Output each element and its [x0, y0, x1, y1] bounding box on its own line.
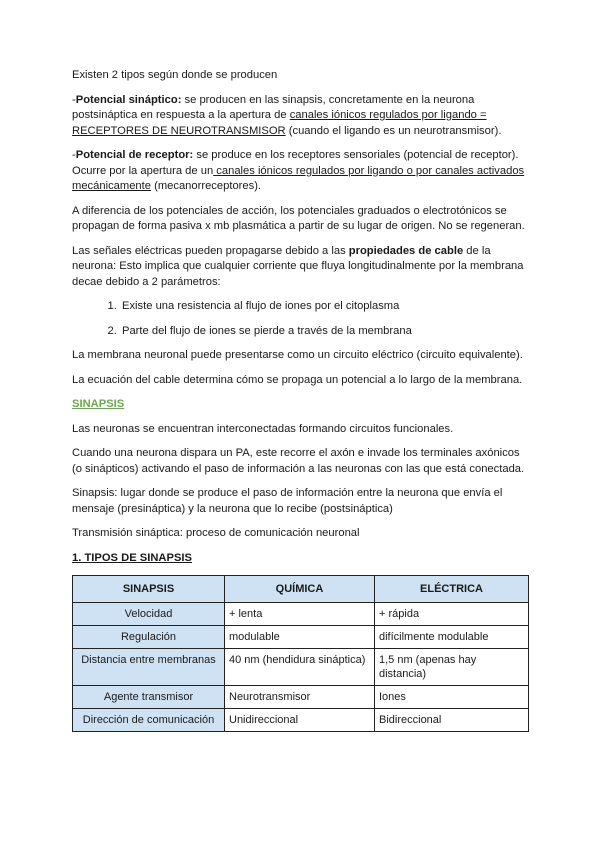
header-electrica: ELÉCTRICA [375, 576, 529, 603]
table-row [73, 686, 529, 709]
list-item: 1. Existe una resistencia al flujo de iones por el citoplasma [120, 299, 528, 315]
circuito-paragraph: La membrana neuronal puede presentarse como un circuito eléctrico (circuito equivalente). [72, 349, 523, 361]
cell-electrica: Bidireccional [375, 709, 529, 732]
row-label: Velocidad [73, 603, 225, 626]
ecuacion-paragraph: La ecuación del cable determina cómo se propaga un potencial a lo largo de la membrana. [72, 373, 523, 386]
potencial-receptor-underlined: canales iónicos regulados por ligando o por canales activados mecánicamente [72, 164, 525, 192]
row-label: Dirección de comunicación [73, 709, 225, 732]
sinapsis-definition: Sinapsis: lugar donde se produce el paso de información entre la neurona que envía el mensaje (presináptica) y la neurona que lo recibe (postsináptica) [72, 487, 503, 515]
potencial-receptor-term: Potencial de receptor: [75, 149, 194, 161]
row-label: Distancia entre membranas [73, 649, 225, 686]
table-header-row [73, 576, 529, 603]
diferencia-paragraph: A diferencia de los potenciales de acción, los potenciales graduados o electrotónicos se propagan de forma pasiva x mb plasmática a partir de su lugar de origen. No se regeneran. [72, 204, 525, 232]
potencial-receptor-text-1: se produce en los receptores sensoriales (potencial de receptor). Ocurre por la apertura de un [72, 149, 519, 177]
cell-quimica: modulable [225, 626, 375, 649]
parametros-list [72, 299, 528, 339]
potencial-sinaptico-term: Potencial sináptico: [75, 93, 182, 106]
cell-quimica: + lenta [225, 603, 375, 626]
bullet-dash: - [72, 149, 76, 161]
potencial-sinaptico-text-2: (cuando el ligando es un neurotransmisor). [285, 124, 502, 137]
table-row [73, 626, 529, 649]
cable-text-1: Las señales eléctricas pueden propagarse debido a las [72, 244, 349, 257]
sinapsis-table [72, 575, 529, 732]
potencial-sinaptico-text-1: se producen en las sinapsis, concretamente en la neurona postsináptica en respuesta a la apertura de [72, 93, 475, 121]
cell-electrica: difícilmente modulable [375, 626, 529, 649]
potencial-receptor-paragraph [72, 148, 528, 195]
cell-electrica: Iones [375, 686, 529, 709]
sinapsis-heading: SINAPSIS [72, 398, 125, 410]
cell-electrica: 1,5 nm (apenas hay distancia) [375, 649, 529, 686]
cable-paragraph [72, 244, 528, 291]
table-row [73, 603, 529, 626]
document-page [72, 68, 528, 732]
cell-quimica: 40 nm (hendidura sináptica) [225, 649, 375, 686]
sinapsis-paragraph-1: Las neuronas se encuentran interconectadas formando circuitos funcionales. [72, 422, 454, 435]
transmision-paragraph: Transmisión sináptica: proceso de comunicación neuronal [72, 527, 360, 539]
table-row [73, 649, 529, 686]
header-sinapsis: SINAPSIS [73, 576, 225, 603]
bullet-dash: - [72, 93, 76, 106]
sinapsis-paragraph-2: Cuando una neurona dispara un PA, este recorre el axón e invade los terminales axónicos (o sinápticos) activando el paso de información a las neuronas con las que está conectada. [72, 447, 525, 475]
section-heading: 1. TIPOS DE SINAPSIS [72, 551, 192, 564]
row-label: Agente transmisor [73, 686, 225, 709]
list-item: 2. Parte del flujo de iones se pierde a través de la membrana [120, 324, 528, 340]
intro-paragraph: Existen 2 tipos según donde se producen [72, 69, 278, 81]
table-row [73, 709, 529, 732]
potencial-sinaptico-underlined: canales iónicos regulados por ligando = RECEPTORES DE NEUROTRANSMISOR [72, 109, 487, 137]
cell-electrica: + rápida [375, 603, 529, 626]
header-quimica: QUÍMICA [225, 576, 375, 603]
cable-text-2: de la neurona: Esto implica que cualquier corriente que fluya longitudinalmente por la membrana decae debido a 2 parámetros: [72, 244, 524, 288]
cell-quimica: Unidireccional [225, 709, 375, 732]
potencial-receptor-text-2: (mecanorreceptores). [150, 180, 262, 192]
potencial-sinaptico-paragraph [72, 93, 528, 140]
cell-quimica: Neurotransmisor [225, 686, 375, 709]
row-label: Regulación [73, 626, 225, 649]
cable-bold: propiedades de cable [348, 244, 464, 257]
